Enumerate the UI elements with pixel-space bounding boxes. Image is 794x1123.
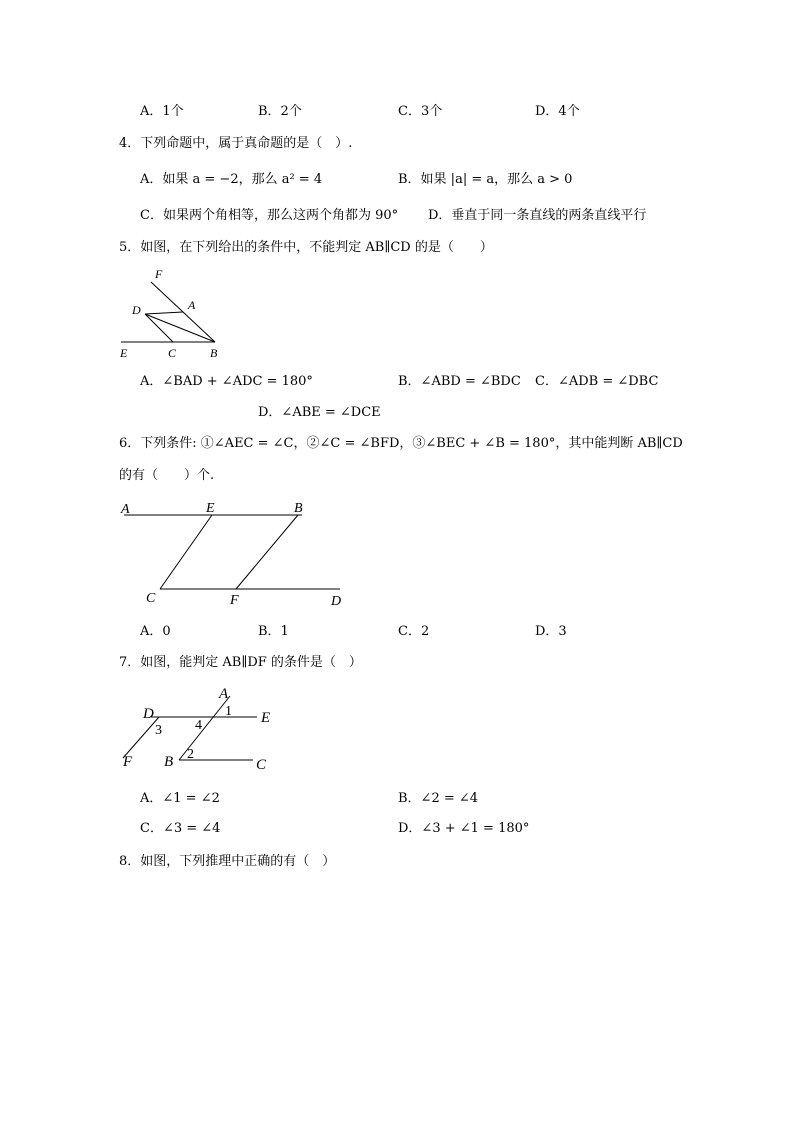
q5-option-b: B．∠ABD = ∠BDC bbox=[398, 374, 521, 389]
q7-label-e: E bbox=[261, 710, 271, 726]
q3-option-b: B．2个 bbox=[258, 104, 302, 119]
q7-option-b: B．∠2 = ∠4 bbox=[398, 791, 479, 806]
q4-option-b: B．如果 |a| = a，那么 a > 0 bbox=[398, 172, 573, 187]
q5-line-db bbox=[145, 314, 215, 342]
q6-label-a: A bbox=[121, 502, 130, 517]
q7-label-a: A bbox=[219, 686, 229, 702]
q7-line-df bbox=[123, 717, 159, 758]
q6-figure bbox=[112, 495, 362, 613]
q3-option-a: A．1个 bbox=[140, 104, 184, 119]
q5-stem: 5．如图，在下列给出的条件中，不能判定 AB∥CD 的是（ ） bbox=[119, 240, 493, 255]
q6-label-f: F bbox=[230, 593, 239, 608]
q6-stem-line2: 的有（ ）个. bbox=[119, 468, 215, 483]
q5-option-a: A．∠BAD + ∠ADC = 180° bbox=[140, 374, 313, 389]
q8-stem: 8．如图，下列推理中正确的有（ ） bbox=[119, 854, 336, 869]
q7-angle-3: 3 bbox=[155, 723, 162, 738]
q6-option-b: B．1 bbox=[258, 624, 289, 639]
q4-option-a: A．如果 a = −2，那么 a² = 4 bbox=[140, 172, 323, 187]
q6-option-a: A．0 bbox=[140, 624, 171, 639]
q7-option-c: C．∠3 = ∠4 bbox=[140, 821, 221, 836]
q5-label-f: F bbox=[155, 267, 163, 281]
q5-label-e: E bbox=[120, 346, 128, 360]
q5-figure bbox=[115, 262, 235, 364]
q7-label-f: F bbox=[123, 754, 133, 770]
q7-option-a: A．∠1 = ∠2 bbox=[140, 791, 220, 806]
q6-line-ec bbox=[160, 515, 212, 589]
q6-option-c: C．2 bbox=[398, 624, 430, 639]
q6-line-bf bbox=[236, 515, 298, 589]
q6-stem-line1: 6．下列条件: ①∠AEC = ∠C，②∠C = ∠BFD，③∠BEC + ∠B = 180°，其中能判断 AB∥CD bbox=[119, 436, 683, 451]
q5-label-b: B bbox=[210, 346, 218, 360]
q7-label-d: D bbox=[143, 706, 154, 722]
q7-angle-4: 4 bbox=[195, 718, 202, 733]
q7-label-c: C bbox=[256, 757, 267, 773]
q6-option-d: D．3 bbox=[535, 624, 567, 639]
q5-label-d: D bbox=[132, 303, 141, 317]
q6-label-b: B bbox=[294, 501, 303, 516]
q7-angle-1: 1 bbox=[225, 704, 232, 719]
q5-line-da bbox=[145, 312, 183, 314]
q7-figure bbox=[115, 682, 285, 774]
q7-stem: 7．如图，能判定 AB∥DF 的条件是（ ） bbox=[119, 655, 362, 670]
q5-label-a: A bbox=[188, 298, 196, 312]
q3-option-d: D．4个 bbox=[535, 104, 580, 119]
q6-label-c: C bbox=[146, 591, 156, 606]
q5-option-d: D．∠ABE = ∠DCE bbox=[258, 405, 381, 420]
q5-line-dc bbox=[145, 314, 173, 342]
q6-label-e: E bbox=[206, 501, 215, 516]
q3-option-c: C．3个 bbox=[398, 104, 443, 119]
q7-label-b: B bbox=[164, 754, 174, 770]
q5-option-c: C．∠ADB = ∠DBC bbox=[535, 374, 659, 389]
q6-label-d: D bbox=[331, 594, 342, 609]
q4-option-c: C．如果两个角相等，那么这两个角都为 90° bbox=[140, 208, 399, 223]
q7-angle-2: 2 bbox=[187, 747, 194, 762]
q4-stem: 4．下列命题中，属于真命题的是（ ）. bbox=[119, 136, 353, 151]
q4-option-d: D．垂直于同一条直线的两条直线平行 bbox=[428, 208, 647, 223]
q5-label-c: C bbox=[168, 346, 177, 360]
q7-option-d: D．∠3 + ∠1 = 180° bbox=[398, 821, 530, 836]
